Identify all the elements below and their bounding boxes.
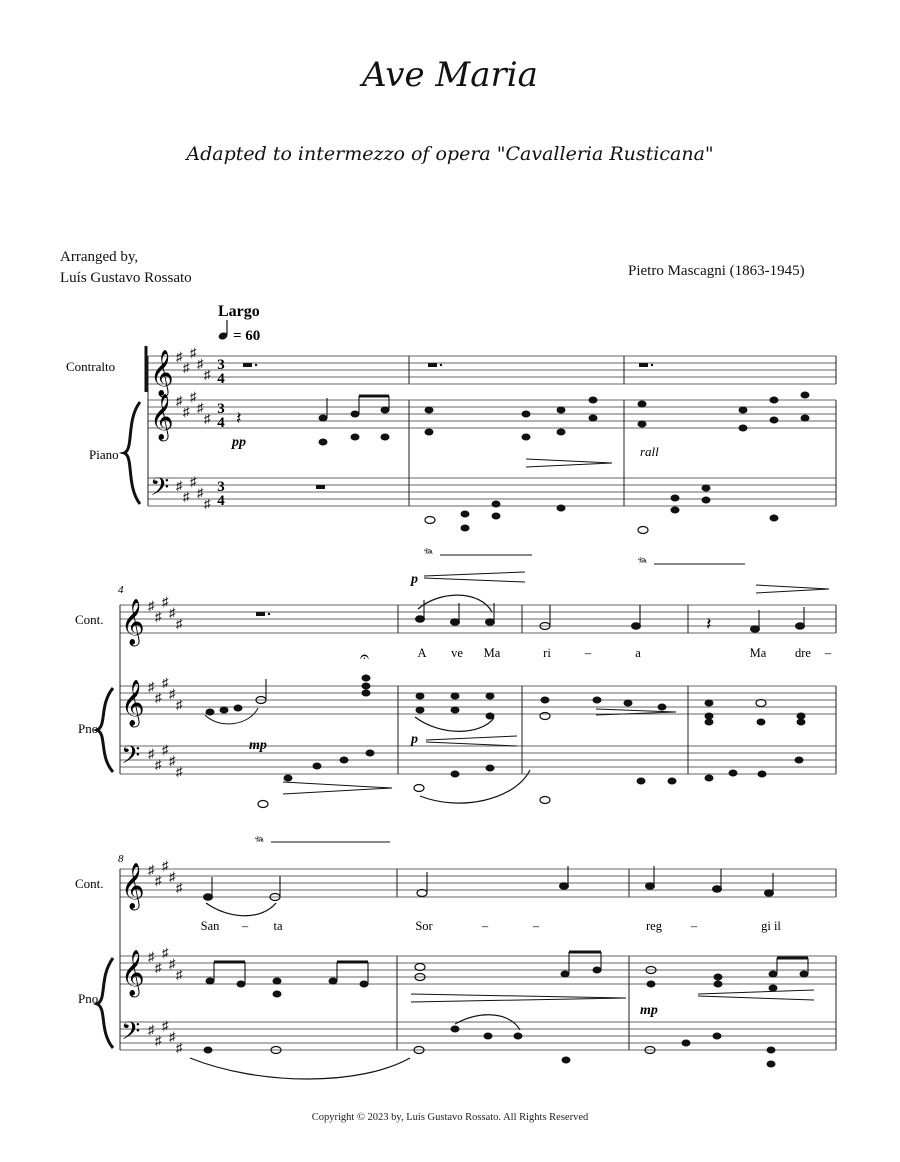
treble-clef-icon: 𝄞 — [150, 394, 174, 439]
svg-text:♯: ♯ — [197, 356, 204, 371]
svg-text:♯: ♯ — [155, 873, 162, 888]
piano-bass-staff — [148, 478, 836, 506]
crescendo-hairpin — [424, 572, 525, 582]
svg-text:♯: ♯ — [183, 360, 190, 375]
dynamic-p: p — [411, 572, 418, 587]
piano-bass-staff — [120, 1022, 836, 1050]
svg-text:♯: ♯ — [176, 1040, 183, 1055]
piano-treble-staff — [148, 400, 836, 428]
svg-text:♯: ♯ — [169, 605, 176, 620]
fermata-icon: 𝄐 — [360, 649, 369, 666]
measure-number-4: 4 — [118, 584, 124, 596]
treble-clef-icon: 𝄞 — [121, 950, 145, 995]
svg-text:♯: ♯ — [176, 478, 183, 493]
svg-text:San: San — [200, 919, 220, 933]
svg-text:♯: ♯ — [155, 757, 162, 772]
contralto-staff — [148, 356, 836, 384]
piano-notes-system-3 — [190, 952, 808, 1079]
piano-notes-system-1 — [236, 392, 809, 534]
svg-text:♯: ♯ — [169, 753, 176, 768]
svg-text:♯: ♯ — [162, 945, 169, 960]
crescendo-hairpin — [698, 990, 814, 1000]
key-signature-icon — [148, 594, 183, 779]
piece-subtitle: Adapted to intermezzo of opera "Cavalleria Rusticana" — [186, 143, 714, 165]
svg-text:4: 4 — [217, 493, 225, 509]
pedal-icon: 𝆮 — [638, 556, 648, 571]
svg-text:Ma: Ma — [749, 646, 767, 660]
svg-text:♯: ♯ — [183, 489, 190, 504]
piano-brace — [124, 402, 140, 504]
svg-text:Ma: Ma — [483, 646, 501, 660]
svg-text:♯: ♯ — [162, 1018, 169, 1033]
tempo-marking: Largo — [218, 303, 260, 320]
svg-text:♯: ♯ — [148, 679, 155, 694]
dynamic-p: p — [411, 732, 418, 747]
dynamic-pp: pp — [232, 435, 246, 450]
contralto-notes-system-3 — [204, 866, 774, 916]
composer-credit: Pietro Mascagni (1863-1945) — [628, 263, 805, 279]
svg-text:dre: dre — [795, 646, 811, 660]
crescendo-hairpin — [411, 994, 626, 1002]
crescendo-hairpin — [426, 736, 517, 746]
svg-text:♯: ♯ — [176, 616, 183, 631]
instrument-label-contralto-short: Cont. — [75, 876, 104, 891]
contralto-staff — [120, 869, 836, 897]
svg-text:–: – — [481, 919, 489, 933]
svg-text:♯: ♯ — [155, 1033, 162, 1048]
piano-brace — [97, 958, 113, 1048]
svg-text:♯: ♯ — [169, 869, 176, 884]
svg-text:3: 3 — [217, 479, 225, 495]
svg-text:♯: ♯ — [190, 389, 197, 404]
svg-text:♯: ♯ — [148, 746, 155, 761]
svg-text:♯: ♯ — [190, 345, 197, 360]
svg-text:3: 3 — [217, 357, 225, 373]
svg-text:♯: ♯ — [148, 862, 155, 877]
system-1 — [66, 303, 836, 571]
measure-number-8: 8 — [118, 853, 124, 865]
lyrics-system-3 — [201, 919, 782, 933]
svg-text:♯: ♯ — [176, 393, 183, 408]
whole-rest-icon — [243, 363, 653, 489]
instrument-label-piano-short: Pno — [78, 721, 99, 736]
piano-treble-staff — [120, 956, 836, 984]
instrument-label-contralto-short: Cont. — [75, 612, 104, 627]
svg-text:gi il: gi il — [761, 919, 781, 933]
svg-text:♯: ♯ — [162, 594, 169, 609]
treble-clef-icon: 𝄞 — [150, 350, 174, 395]
svg-text:♯: ♯ — [204, 496, 211, 511]
system-2-barlines — [120, 605, 836, 774]
svg-text:♯: ♯ — [169, 686, 176, 701]
pedal-icon: 𝆮 — [424, 547, 434, 562]
svg-text:♯: ♯ — [204, 411, 211, 426]
system-3 — [75, 853, 836, 1079]
contralto-staff — [120, 605, 836, 633]
svg-text:–: – — [241, 919, 249, 933]
svg-text:ve: ve — [451, 646, 463, 660]
copyright-footer: Copyright © 2023 by, Luís Gustavo Rossato. All Rights Reserved — [311, 1112, 589, 1123]
system-2 — [75, 572, 836, 850]
svg-text:Sor: Sor — [415, 919, 433, 933]
svg-text:4: 4 — [217, 415, 225, 431]
svg-text:♯: ♯ — [176, 880, 183, 895]
key-signature-icon — [148, 858, 183, 1055]
svg-text:♯: ♯ — [176, 349, 183, 364]
svg-text:♯: ♯ — [190, 474, 197, 489]
time-signature — [217, 357, 225, 509]
piece-title: Ave Maria — [362, 55, 538, 95]
svg-text:♯: ♯ — [183, 404, 190, 419]
dynamic-mp: mp — [640, 1003, 658, 1018]
metronome-mark — [218, 320, 261, 344]
svg-text:♯: ♯ — [162, 858, 169, 873]
bass-clef-icon: 𝄢 — [121, 742, 141, 775]
quarter-rest-icon: 𝄽 — [706, 614, 712, 634]
metronome-value: = 60 — [233, 328, 261, 344]
svg-text:♯: ♯ — [148, 949, 155, 964]
svg-text:♯: ♯ — [176, 967, 183, 982]
pedal-icon: 𝆮 — [255, 835, 265, 850]
svg-text:𝄽: 𝄽 — [236, 408, 242, 428]
svg-text:♯: ♯ — [169, 1029, 176, 1044]
treble-clef-icon: 𝄞 — [121, 599, 145, 644]
treble-clef-icon: 𝄞 — [121, 680, 145, 725]
piano-brace — [97, 688, 113, 772]
instrument-label-piano: Piano — [89, 447, 119, 462]
svg-text:–: – — [824, 646, 832, 660]
arranger-name: Luís Gustavo Rossato — [60, 270, 192, 286]
crescendo-hairpin — [526, 459, 612, 467]
svg-text:♯: ♯ — [162, 742, 169, 757]
svg-text:ta: ta — [273, 919, 283, 933]
svg-text:–: – — [584, 646, 592, 660]
svg-text:–: – — [532, 919, 540, 933]
system-1-barlines — [148, 356, 836, 506]
svg-text:♯: ♯ — [197, 485, 204, 500]
svg-text:♯: ♯ — [176, 697, 183, 712]
svg-text:♯: ♯ — [162, 675, 169, 690]
decrescendo-hairpin — [756, 585, 829, 593]
half-rest-icon — [256, 612, 265, 616]
instrument-label-contralto: Contralto — [66, 359, 116, 374]
svg-text:ri: ri — [543, 646, 551, 660]
bass-clef-icon: 𝄢 — [121, 1018, 141, 1051]
dynamic-rall: rall — [640, 444, 659, 459]
svg-text:reg: reg — [646, 919, 662, 933]
svg-text:a: a — [635, 646, 641, 660]
piano-bass-staff — [120, 746, 836, 774]
svg-text:A: A — [417, 646, 427, 660]
svg-text:♯: ♯ — [169, 956, 176, 971]
svg-text:4: 4 — [217, 371, 225, 387]
svg-text:♯: ♯ — [176, 764, 183, 779]
lyrics-system-2 — [417, 646, 831, 660]
treble-clef-icon: 𝄞 — [121, 863, 145, 908]
svg-text:♯: ♯ — [155, 609, 162, 624]
svg-text:♯: ♯ — [197, 400, 204, 415]
svg-text:♯: ♯ — [204, 367, 211, 382]
decrescendo-hairpin — [283, 782, 392, 794]
svg-text:♯: ♯ — [155, 690, 162, 705]
svg-text:–: – — [690, 919, 698, 933]
dynamic-mp: mp — [249, 738, 267, 753]
system-3-barlines — [120, 869, 836, 1050]
svg-text:♯: ♯ — [148, 1022, 155, 1037]
svg-text:♯: ♯ — [155, 960, 162, 975]
arranger-label: Arranged by, — [60, 249, 139, 265]
bass-clef-icon: 𝄢 — [150, 474, 170, 507]
svg-text:3: 3 — [217, 401, 225, 417]
instrument-label-piano-short: Pno — [78, 991, 99, 1006]
svg-text:♯: ♯ — [148, 598, 155, 613]
piano-notes-system-2 — [205, 675, 805, 808]
